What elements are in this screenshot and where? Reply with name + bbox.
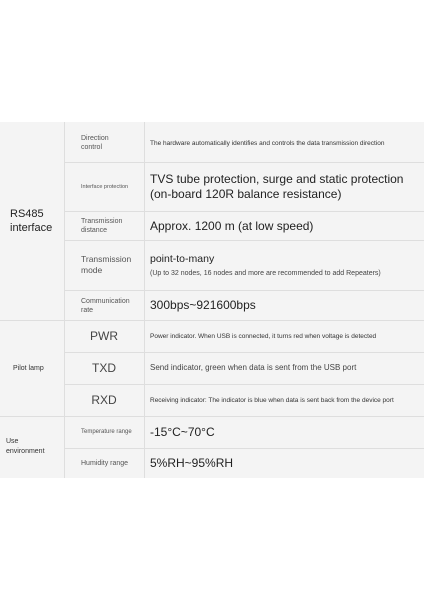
- row-value: -15°C~70°C: [150, 424, 215, 439]
- group-env-label: Use environment: [6, 438, 45, 455]
- row-txd: [64, 353, 424, 383]
- row-value-line2: (on-board 120R balance resistance): [150, 187, 342, 201]
- group-use-environment: [6, 416, 70, 478]
- row-value: Receiving indicator: The indicator is blue when data is sent back from the device port: [150, 397, 394, 404]
- row-value: 5%RH~95%RH: [150, 456, 234, 470]
- row-label: Transmission distance: [81, 218, 123, 234]
- group-pilot-label: Pilot lamp: [13, 364, 44, 372]
- row-label: Humidity range: [81, 460, 129, 467]
- row-value-line2: (Up to 32 nodes, 16 nodes and more are recommended to add Repeaters): [150, 269, 381, 277]
- row-label: RXD: [91, 393, 117, 407]
- row-label: Transmission mode: [81, 254, 132, 275]
- row-label: Temperature range: [81, 428, 132, 435]
- row-temperature-range: [64, 417, 424, 447]
- row-interface-protection: [64, 163, 424, 211]
- row-communication-rate: [64, 291, 424, 320]
- row-value: Send indicator, green when data is sent from the USB port: [150, 363, 357, 372]
- row-humidity-range: [64, 449, 424, 478]
- group-rs485-label: RS485 interface: [10, 208, 53, 234]
- row-label: PWR: [90, 328, 118, 343]
- row-value-line1: TVS tube protection, surge and static protection: [150, 172, 404, 186]
- row-value: 300bps~921600bps: [150, 298, 256, 312]
- row-label: Interface protection: [81, 183, 129, 190]
- row-direction-control: [64, 126, 424, 160]
- row-pwr: [64, 321, 424, 351]
- spec-table: [0, 122, 424, 478]
- row-label: Communication rate: [81, 297, 130, 314]
- row-transmission-distance: [64, 212, 424, 240]
- row-value: The hardware automatically identifies and controls the data transmission direction: [150, 139, 385, 147]
- row-transmission-mode: [64, 241, 424, 289]
- row-value-line1: point-to-many: [150, 252, 215, 265]
- row-rxd: [64, 385, 424, 416]
- row-label: Direction control: [81, 135, 109, 151]
- row-label: TXD: [92, 360, 116, 375]
- row-value: Power indicator. When USB is connected, it turns red when voltage is detected: [150, 332, 377, 340]
- row-value: Approx. 1200 m (at low speed): [150, 218, 314, 233]
